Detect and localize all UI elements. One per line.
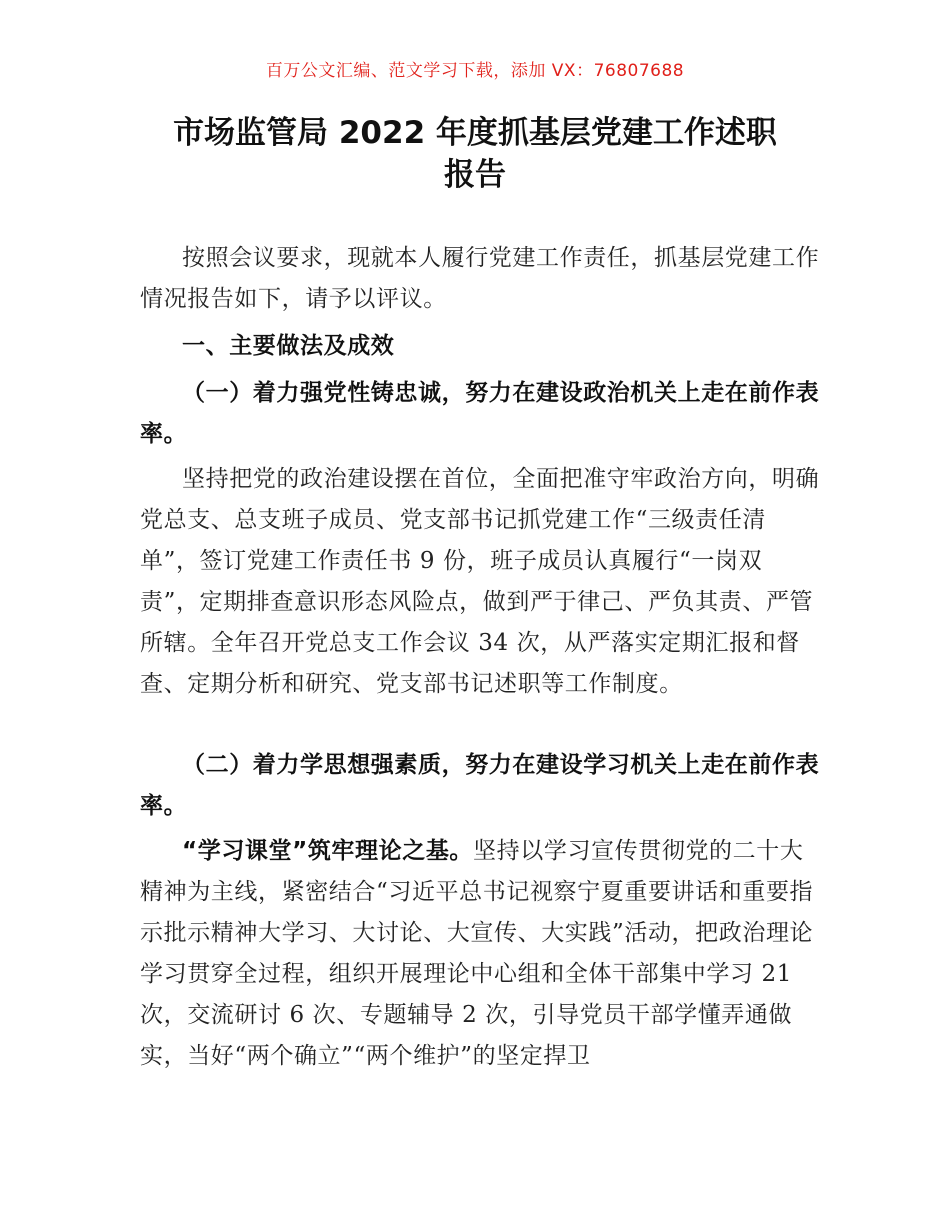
document-title [120,112,830,196]
subsection-lead-2: “学习课堂”筑牢理论之基。 [182,838,474,864]
promo-header[interactable]: 百万公文汇编、范文学习下载，添加 VX：76807688 [265,61,685,81]
title-line-2: 报告 [444,157,506,193]
title-line-1: 市场监管局 2022 年度抓基层党建工作述职 [173,115,777,151]
intro-paragraph: 按照会议要求，现就本人履行党建工作责任，抓基层党建工作情况报告如下，请予以评议。 [140,245,820,312]
section-heading-1: 一、主要做法及成效 [182,333,395,359]
subsection-text-2: 坚持以学习宣传贯彻党的二十大精神为主线，紧密结合“习近平总书记视察宁夏重要讲话和重要指示批示精神大学习、大讨论、大宣传、大实践”活动，把政治理论学习贯穿全过程，组织开展理论中心组和全体干部集中学习 21 次，交流研讨 6 次、专题辅导 2 次，引导党员干部学懂弄通做实，当好“两个确立”“两个维护”的坚定捍卫 [140,838,814,1069]
subsection-heading-2: （二）着力学思想强素质，努力在建设学习机关上走在前作表率。 [140,752,820,819]
subsection-body-2 [140,831,820,1077]
subsection-heading-1: （一）着力强党性铸忠诚，努力在建设政治机关上走在前作表率。 [140,380,820,447]
document-body [140,238,820,1077]
subsection-body-1: 坚持把党的政治建设摆在首位，全面把准守牢政治方向，明确党总支、总支班子成员、党支部书记抓党建工作“三级责任清单”，签订党建工作责任书 9 份，班子成员认真履行“一岗双责”，定期排查意识形态风险点，做到严于律己、严负其责、严管所辖。全年召开党总支工作会议 34 次，从严落实定期汇报和督查、定期分析和研究、党支部书记述职等工作制度。 [140,466,820,697]
